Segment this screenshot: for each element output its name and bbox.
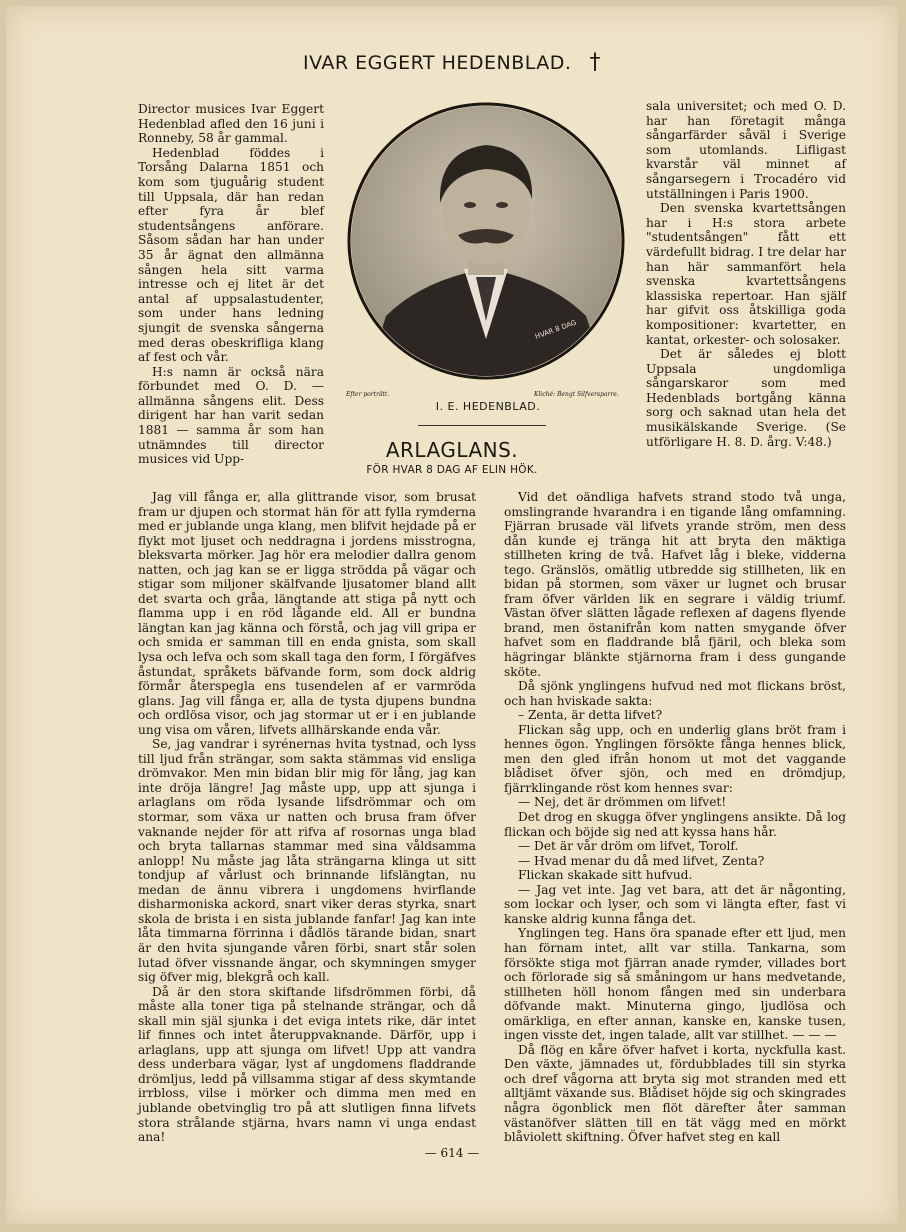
article-paragraph: Flickan skakade sitt hufvud. bbox=[518, 868, 693, 883]
obituary-title: IVAR EGGERT HEDENBLAD. bbox=[303, 52, 572, 74]
article-paragraph: Då är den stora skiftande lifsdrömmen förbi, då måste alla toner tiga på stelnande strängar, och då skall min själ sjunka i det eviga intets rike, där intet lif finnes och intet återuppvaknande. Därför, upp i arlaglans, upp att sjunga om lifvet! Upp att vandra dess underbara vägar, lyst af ungdomens fladdrande drömljus, ledd på villsamma stigar af dess skymtande irrbloss, vilse i mörker och dimma men med en jublande obetvinglig tro på att slutligen finna lifvets stora strålande stjärna, hvars namn vi unga endast ana! bbox=[138, 984, 476, 1145]
cliche-credit: Kliché: Bengt Silfversparre. bbox=[534, 391, 619, 398]
article-left-column bbox=[138, 490, 476, 1145]
portrait-credit: Efter porträtt. bbox=[346, 391, 390, 398]
obituary-right-column bbox=[646, 99, 846, 449]
obituary-left-column bbox=[138, 102, 324, 467]
obituary-paragraph: Det är således ej blott Uppsala ungdomliga sångarskaror som med Hedenblads bortgång känna sorg och saknad utan hela det musikälskande Sverige. (Se utförligare H. 8. D. årg. V:48.) bbox=[646, 347, 846, 449]
page-number: — 614 — bbox=[424, 1146, 480, 1160]
article-paragraph: — Hvad menar du då med lifvet, Zenta? bbox=[518, 853, 765, 868]
page-heading bbox=[6, 50, 898, 75]
article-paragraph: Jag vill fånga er, alla glittrande visor, som brusat fram ur djupen och stormat hän för att fylla rymderna med er jublande unga klang, men blifvit hejdade på er flykt mot ljuset och neddragna i jordens misstrogna, bleksvarta mörker. Jag hör era melodier dallra genom natten, och jag kan se er ligga strödda på vägar och stigar som miljoner skälfvande ljusatomer bland allt det svarta och gråa, längtande att stiga på nytt och flamma upp i en röd lågande eld. All er bundna längtan kan jag känna och förstå, och jag vill gripa er och smida er samman till en enda gnista, som skall lysa och lefva och som skall taga den form, I förgäfves åstundat, språkets bäfvande form, som dock aldrig förmår återspegla ens tusendelen af er varmröda glans. Jag vill fånga er, alla de tysta djupens bundna och ordlösa visor, och jag stormar ut er i en jublande ung visa om våren, lifvets allhärskande enda vår. bbox=[138, 490, 476, 737]
article-paragraph: — Det är vår dröm om lifvet, Torolf. bbox=[518, 839, 739, 854]
article-paragraph: Ynglingen teg. Hans öra spanade efter ett ljud, men han förnam intet, allt var stilla. Tankarna, som försökte stiga mot fjärran anade rymder, villades bort och förlorade sig så småningom ur hans medvetande, stillheten höll honom fången med sin underbara döfvande makt. Minuterna gingo, ljudlösa och omärkliga, en efter annan, kanske en, kanske tusen, ingen visste det, ingen talade, allt var stillhet. — — — bbox=[504, 926, 846, 1043]
article-right-column bbox=[504, 490, 846, 1145]
article-paragraph: Se, jag vandrar i syrénernas hvita tystnad, och lyss till ljud från strängar, som sakta stämmas vid ensliga drömvakor. Men min bidan blir mig för lång, jag kan inte dröja längre! Jag måste upp, upp att sjunga i arlaglans om röda lysande lifsdrömmar och om stormar, som växa ur natten och brusa fram öfver vaknande nejder för att rifva af rosornas unga blad och bryta tallarnas stammar med sina våldsamma anlopp! Nu måste jag låta strängarna klinga ut sitt tondjup af vårlust och brinnande lifslängtan, nu medan de ännu vibrera i ungdomens hvirflande disharmoniska ackord, snart viker deras styrka, snart skola de brista i en sista jublande fanfar! Jag kan inte låta timmarna förrinna i dådlös tärande bidan, snart är den hvita sjungande våren förbi, snart står solen lutad öfver vissnande ängar, och skymningen smyger sig öfver mig, blekgrå och kall. bbox=[138, 737, 476, 985]
obituary-paragraph: Hedenblad föddes i Torsång Dalarna 1851 och kom som tjuguårig student till Uppsala, där han redan efter fyra år blef studentsångens anförare. Såsom sådan har han under 35 år ägnat den allmänna sången hela sitt varma intresse och ej litet är det antal af uppsalastudenter, som under hans ledning sjungit de svenska sångerna med deras obeskrifliga klang af fest och vår. bbox=[138, 145, 324, 365]
article-byline: FÖR HVAR 8 DAG AF ELIN HÖK. bbox=[366, 464, 538, 476]
obituary-paragraph: sala universitet; och med O. D. har han företagit många sångarfärder såväl i Sverige som utomlands. Lifligast kvarstår väl minnet af sångarsegern i Trocadéro vid utställningen i Paris 1900. bbox=[646, 99, 846, 201]
obituary-paragraph: Director musices Ivar Eggert Hedenblad afled den 16 juni i Ronneby, 58 år gammal. bbox=[138, 102, 324, 146]
article-paragraph: Vid det oändliga hafvets strand stodo två unga, omslingrande hvarandra i en tigande lång omfamning. Fjärran brusade väl lifvets yrande ström, men dess dån kunde ej tränga hit att bryta den mäktiga stillheten kring de två. Hafvet låg i bleke, vidderna tego. Gränslös, omätlig utbredde sig stillheten, lik en bidan på stormen, som växer ur lugnet och brusar fram öfver världen lik en segrare i väldig triumf. Västan öfver slätten lågade reflexen af dagens flyende brand, men östanifrån kom natten smygande öfver hafvet som en fladdrande blå fjäril, och bleka som hägringar blänkte stjärnorna fram i dess gungande sköte. bbox=[504, 490, 846, 679]
article-paragraph: — Jag vet inte. Jag vet bara, att det är någonting, som lockar och lyser, och som vi längta efter, fast vi kanske aldrig kunna fånga det. bbox=[504, 882, 846, 926]
obituary-paragraph: H:s namn är också nära förbundet med O. D. — allmänna sångens elit. Dess dirigent har han varit sedan 1881 — samma år som han utnämndes till director musices vid Upp- bbox=[138, 364, 324, 467]
article-title: ARLAGLANS. bbox=[385, 438, 519, 462]
article-paragraph: – Zenta, är detta lifvet? bbox=[518, 708, 663, 723]
article-paragraph: Då flög en kåre öfver hafvet i korta, nyckfulla kast. Den växte, jämnades ut, fördubblades till sin styrka och dref vågorna att bryta sig mot stranden med ett alltjämt växande sus. Blådiset höjde sig och skingrades några ögonblick men flöt därefter åter samman västanöfver slätten till en tät vägg med en mörkt blåviolett skiftning. Öfver hafvet steg en kall bbox=[504, 1042, 846, 1145]
article-paragraph: Då sjönk ynglingens hufvud ned mot flickans bröst, och han hviskade sakta: bbox=[504, 679, 846, 708]
magazine-page bbox=[6, 6, 898, 1224]
portrait-stamp: HVAR 8 DAG bbox=[533, 318, 578, 341]
obituary-paragraph: Den svenska kvartettsången har i H:s stora arbete "studentsången" fått ett värdefullt bidrag. I tre delar har han här sammanfört hela svenska kvartettsångens klassiska repertoar. Han själf har gifvit oss åtskilliga goda kompositioner: kvartetter, en kantat, orkester- och solosaker. bbox=[646, 201, 846, 347]
article-paragraph: — Nej, det är drömmen om lifvet! bbox=[518, 795, 727, 810]
cross-icon: † bbox=[589, 50, 601, 75]
portrait-caption: I. E. HEDENBLAD. bbox=[435, 400, 541, 413]
section-divider bbox=[418, 425, 546, 426]
article-paragraph: Flickan såg upp, och en underlig glans bröt fram i hennes ögon. Ynglingen försökte fånga hennes blick, men den gled ifrån honom ut mot det vaggande blådiset öfver sjön, och med en drömdjup, fjärrklingande röst kom hennes svar: bbox=[504, 722, 846, 795]
portrait-photo bbox=[346, 101, 626, 381]
article-paragraph: Det drog en skugga öfver ynglingens ansikte. Då log flickan och böjde sig ned att kyssa hans hår. bbox=[504, 810, 846, 839]
